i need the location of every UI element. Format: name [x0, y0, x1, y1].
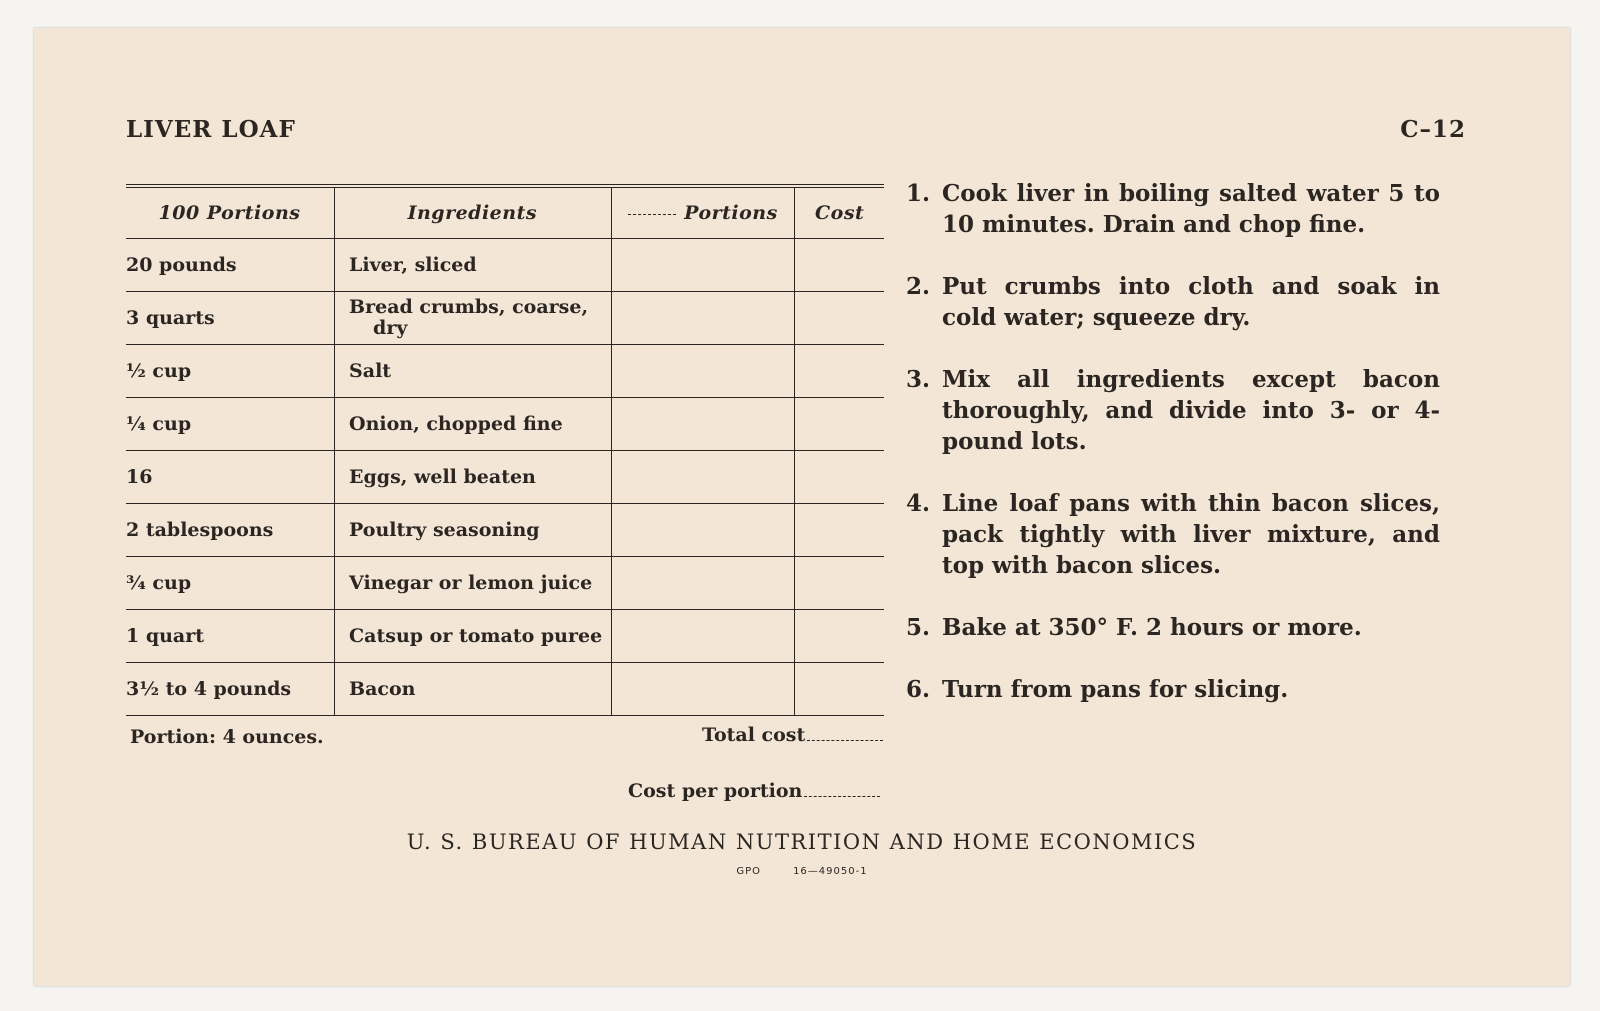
ingredient-cell: [335, 239, 612, 292]
table-row: [126, 239, 884, 292]
ingredient-name: Onion, chopped fine: [349, 412, 563, 435]
cost-per-portion-label: Cost per portion: [628, 780, 803, 802]
portions-cell: [611, 610, 795, 663]
cost-cell: [795, 663, 884, 716]
table-row: [126, 398, 884, 451]
instructions-list: [906, 178, 1440, 736]
gpo-label: GPO: [736, 866, 762, 877]
ingredient-name: Bacon: [349, 677, 416, 700]
portions-cell: [611, 663, 795, 716]
table-row: [126, 292, 884, 345]
table-row: [126, 504, 884, 557]
step-number: 6.: [906, 676, 931, 703]
portions-cell: [611, 504, 795, 557]
ingredient-cell: [335, 398, 612, 451]
portions-blank: [628, 214, 676, 215]
cost-cell: [795, 557, 884, 610]
print-code-line: [34, 866, 1570, 877]
ingredient-name: Bread crumbs, coarse,: [349, 296, 589, 318]
recipe-code: C–12: [1400, 116, 1466, 143]
header-100-portions: 100 Portions: [126, 186, 335, 239]
step-number: 2.: [906, 273, 931, 300]
step-text: Line loaf pans with thin bacon slices, pack tightly with liver mixture, and top with bacon slices.: [942, 490, 1440, 579]
table-row: [126, 610, 884, 663]
recipe-title: LIVER LOAF: [126, 116, 296, 143]
ingredient-name: Liver, sliced: [349, 253, 477, 276]
cost-cell: [795, 610, 884, 663]
instruction-step: [906, 674, 1440, 705]
step-number: 4.: [906, 490, 931, 517]
ingredient-name-continued: dry: [373, 317, 408, 339]
instruction-step: [906, 364, 1440, 457]
table-row: [126, 451, 884, 504]
amount-cell: 16: [126, 451, 335, 504]
step-number: 3.: [906, 366, 931, 393]
total-cost-line: [702, 724, 883, 746]
ingredient-name: Catsup or tomato puree: [349, 624, 603, 647]
ingredient-name: Vinegar or lemon juice: [349, 571, 593, 594]
ingredient-name: Eggs, well beaten: [349, 465, 536, 488]
amount-cell: ¾ cup: [126, 557, 335, 610]
step-number: 5.: [906, 614, 931, 641]
header-cost: Cost: [795, 186, 884, 239]
instruction-step: [906, 612, 1440, 643]
step-number: 1.: [906, 180, 931, 207]
portions-cell: [611, 398, 795, 451]
total-cost-label: Total cost: [702, 724, 806, 746]
ingredients-table: [126, 184, 884, 716]
instruction-step: [906, 488, 1440, 581]
amount-cell: 3 quarts: [126, 292, 335, 345]
step-text: Bake at 350° F. 2 hours or more.: [942, 614, 1362, 641]
ingredient-cell: [335, 345, 612, 398]
agency-footer: U. S. BUREAU OF HUMAN NUTRITION AND HOME ECONOMICS: [406, 830, 1198, 854]
instruction-step: [906, 178, 1440, 240]
amount-cell: ½ cup: [126, 345, 335, 398]
header-ingredients: Ingredients: [335, 186, 612, 239]
portions-cell: [611, 451, 795, 504]
ingredient-name: Salt: [349, 359, 392, 382]
portions-cell: [611, 239, 795, 292]
step-text: Put crumbs into cloth and soak in cold water; squeeze dry.: [942, 273, 1440, 331]
cost-cell: [795, 504, 884, 557]
portions-cell: [611, 557, 795, 610]
total-cost-blank: [807, 740, 883, 741]
cost-cell: [795, 451, 884, 504]
portions-cell: [611, 292, 795, 345]
table-header-row: [126, 186, 884, 239]
table-row: [126, 663, 884, 716]
header-portions-label: Portions: [684, 202, 778, 224]
instruction-step: [906, 271, 1440, 333]
table-row: [126, 345, 884, 398]
cost-cell: [795, 398, 884, 451]
ingredient-cell: [335, 504, 612, 557]
amount-cell: 1 quart: [126, 610, 335, 663]
amount-cell: 20 pounds: [126, 239, 335, 292]
step-text: Mix all ingredients except bacon thoroughly, and divide into 3- or 4-pound lots.: [942, 366, 1440, 455]
cost-per-portion-line: [628, 780, 880, 802]
amount-cell: 3½ to 4 pounds: [126, 677, 292, 700]
ingredient-cell: [335, 610, 612, 663]
ingredient-cell: [335, 557, 612, 610]
header-portions: [611, 186, 795, 239]
cost-per-portion-blank: [804, 796, 880, 797]
recipe-card: [34, 28, 1570, 986]
table-row: [126, 557, 884, 610]
step-text: Turn from pans for slicing.: [942, 676, 1289, 703]
ingredient-cell: [335, 292, 612, 345]
print-code: 16—49050-1: [793, 866, 868, 877]
cost-cell: [795, 239, 884, 292]
portion-size-note: Portion: 4 ounces.: [130, 726, 324, 748]
ingredient-cell: [335, 663, 612, 716]
cost-cell: [795, 292, 884, 345]
ingredient-name: Poultry seasoning: [349, 518, 540, 541]
cost-cell: [795, 345, 884, 398]
ingredient-cell: [335, 451, 612, 504]
step-text: Cook liver in boiling salted water 5 to 10 minutes. Drain and chop fine.: [942, 180, 1440, 238]
portions-cell: [611, 345, 795, 398]
amount-cell: 2 tablespoons: [126, 504, 335, 557]
amount-cell: ¼ cup: [126, 398, 335, 451]
